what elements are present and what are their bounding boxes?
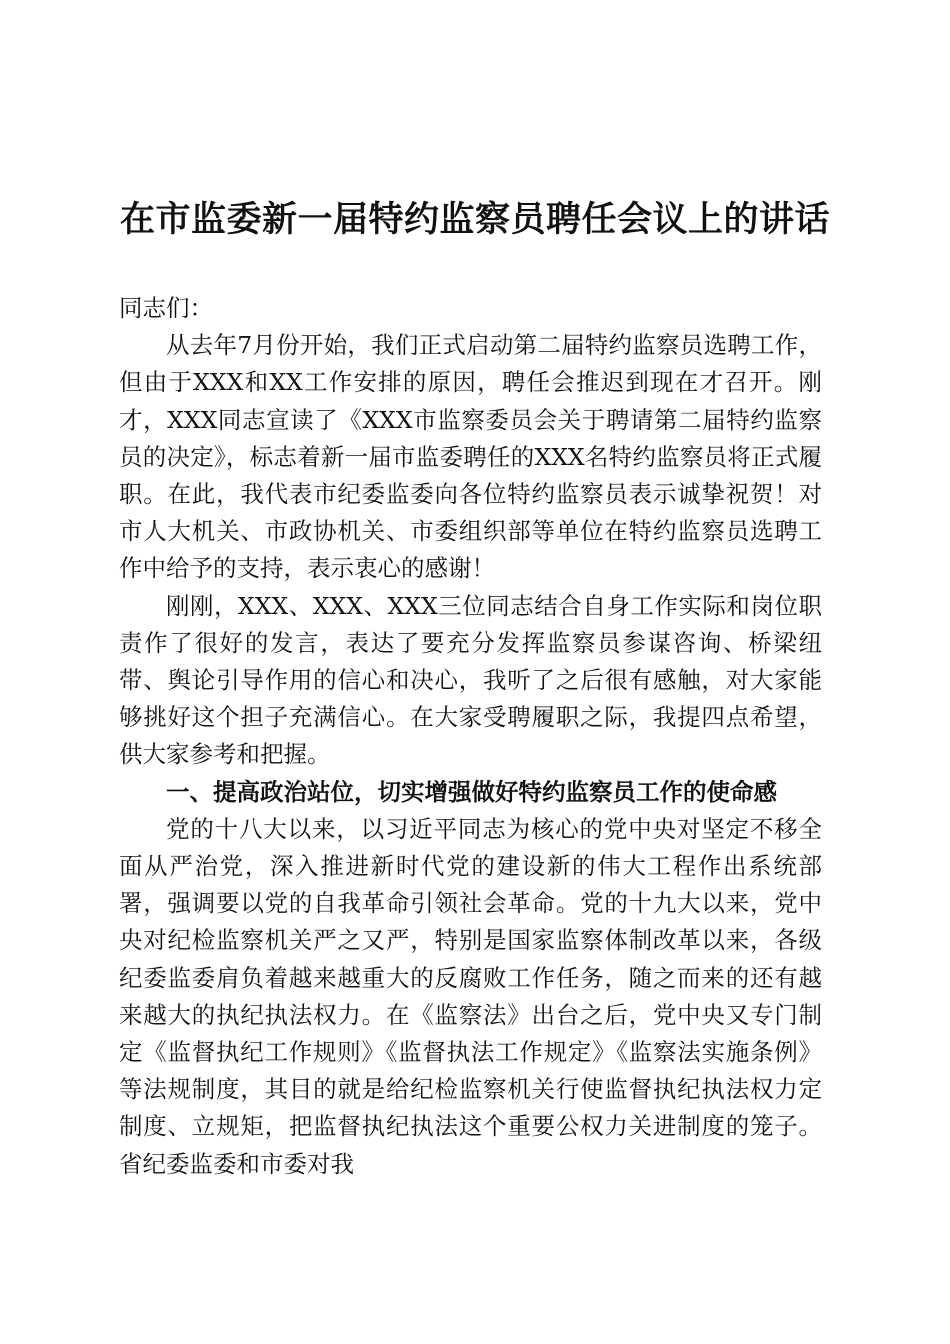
document-body <box>119 290 822 1183</box>
document-title: 在市监委新一届特约监察员聘任会议上的讲话 <box>119 199 830 240</box>
section-1-paragraph: 党的十八大以来，以习近平同志为核心的党中央对坚定不移全面从严治党，深入推进新时代党的建设新的伟大工程作出系统部署，强调要以党的自我革命引领社会革命。党的十九大以来，党中央对纪检监察机关严之又严，特别是国家监察体制改革以来，各级纪委监委肩负着越来越重大的反腐败工作任务，随之而来的还有越来越大的执纪执法权力。在《监察法》出台之后，党中央又专门制定《监督执纪工作规则》《监督执法工作规定》《监察法实施条例》等法规制度，其目的就是给纪检监察机关行使监督执纪执法权力定制度、立规矩，把监督执纪执法这个重要公权力关进制度的笼子。省纪委监委和市委对我 <box>119 814 822 1178</box>
paragraph-expectations: 刚刚，XXX、XXX、XXX三位同志结合自身工作实际和岗位职责作了很好的发言，表达了要充分发挥监察员参谋咨询、桥梁纽带、舆论引导作用的信心和决心，我听了之后很有感触，对大家能够挑好这个担子充满信心。在大家受聘履职之际，我提四点希望，供大家参考和把握。 <box>119 591 822 769</box>
paragraph-opening: 从去年7月份开始，我们正式启动第二届特约监察员选聘工作，但由于XXX和XX工作安排的原因，聘任会推迟到现在才召开。刚才，XXX同志宣读了《XXX市监察委员会关于聘请第二届特约监察员的决定》，标志着新一届市监委聘任的XXX名特约监察员将正式履职。在此，我代表市纪委监委向各位特约监察员表示诚挚祝贺！对市人大机关、市政协机关、市委组织部等单位在特约监察员选聘工作中给予的支持，表示衷心的感谢！ <box>119 331 822 583</box>
section-heading-1: 一、提高政治站位，切实增强做好特约监察员工作的使命感 <box>166 777 777 806</box>
salutation: 同志们： <box>119 294 213 322</box>
